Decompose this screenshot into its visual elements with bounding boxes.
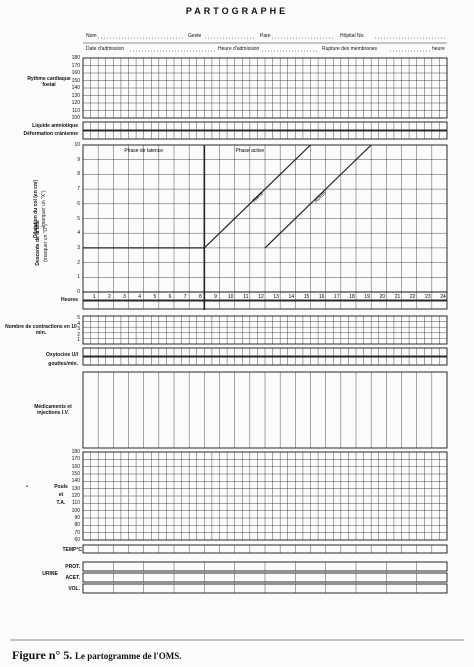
deformation-label: Déformation crânienne	[23, 131, 78, 137]
hour-number: 14	[288, 294, 295, 300]
field-heure: heure	[432, 46, 445, 52]
pouls-tick: 100	[71, 507, 80, 514]
field-rupture: Rupture des membranes	[322, 46, 378, 52]
hour-number: 13	[273, 294, 279, 300]
liquide-label: Liquide amniotique	[32, 123, 78, 129]
pouls-bullet: •	[26, 484, 28, 490]
hour-number: 10	[227, 294, 234, 300]
pouls-tick: 70	[74, 529, 80, 536]
hour-number: 1	[92, 294, 96, 300]
cervix-tick: 9	[77, 156, 80, 163]
hour-number: 22	[409, 294, 416, 300]
ta-label: T.A.	[56, 500, 66, 506]
contraction-tick: 5	[77, 315, 80, 321]
fetal-tick: 180	[71, 55, 80, 61]
field-pare: Pare	[260, 33, 271, 39]
hour-number: 17	[334, 294, 340, 300]
cervix-tick: 6	[77, 200, 80, 207]
hour-number: 7	[183, 294, 187, 300]
fetal-tick: 140	[71, 85, 80, 91]
cervix-tick: 1	[77, 274, 80, 281]
field-hopital: Hôpital No.	[340, 33, 365, 39]
pouls-tick: 140	[71, 478, 80, 485]
cervix-tick: 7	[77, 186, 80, 193]
contraction-tick: 2	[77, 331, 80, 338]
fetal-tick: 120	[71, 100, 80, 106]
pouls-tick: 90	[74, 515, 80, 521]
pouls-tick: 130	[71, 485, 80, 492]
fetal-tick: 170	[71, 62, 80, 69]
fetal-tick: 150	[71, 77, 80, 84]
latent-phase-label: Phase de latence	[124, 148, 163, 154]
figure-number: Figure n° 5.	[12, 648, 73, 662]
pouls-tick: 150	[71, 471, 80, 477]
dilatation-sub-label: (marquer un "X")	[41, 190, 47, 228]
field-nom: Nom	[86, 33, 97, 39]
heures-label: Heures	[61, 297, 78, 303]
pouls-tick: 60	[74, 537, 80, 543]
hour-number: 5	[153, 294, 157, 300]
contraction-tick: 4	[77, 320, 80, 327]
cervix-tick: 10	[74, 142, 80, 148]
hour-number: 9	[214, 294, 217, 300]
cervix-tick: 5	[77, 215, 80, 222]
figure-text: Le partogramme de l'OMS.	[75, 651, 182, 661]
fetal-tick: 160	[71, 70, 80, 76]
hour-number: 4	[138, 294, 142, 300]
pouls-tick: 180	[71, 449, 80, 455]
cervix-tick: 8	[77, 171, 80, 178]
contraction-tick: 1	[77, 337, 80, 344]
pouls-et-label: et	[58, 492, 64, 498]
fetal-tick: 100	[71, 115, 80, 121]
dilatation-label: Dilatation du col (en cm)	[33, 179, 39, 239]
descente-label: Descente de la tête	[35, 220, 41, 266]
urine-row-label: PROT.	[65, 564, 80, 570]
temp-label: TEMP°C	[62, 547, 82, 553]
cervix-tick: 4	[77, 230, 80, 237]
hour-number: 16	[318, 294, 325, 300]
contractions-label: Nombre de contractions en 10 min.	[5, 324, 77, 336]
fetal-heart-rate-label: Rythme cardiaque foetal	[27, 76, 71, 88]
hour-number: 19	[364, 294, 370, 300]
field-heure-admission: Heure d'admission	[218, 46, 260, 52]
field-geste: Geste	[188, 33, 202, 39]
hour-number: 8	[198, 294, 202, 300]
active-phase-label: Phase active	[235, 148, 265, 154]
hour-number: 11	[243, 294, 249, 300]
cervix-tick: 0	[77, 289, 80, 295]
oxytocine-label: Oxytocine U/l	[46, 352, 78, 358]
fetal-tick: 110	[72, 107, 80, 114]
hour-number: 6	[168, 294, 172, 300]
pouls-tick: 160	[71, 463, 80, 470]
cervix-tick: 2	[77, 259, 80, 266]
hour-number: 18	[349, 294, 355, 300]
hour-number: 24	[440, 294, 446, 300]
action-label: Action	[313, 190, 328, 205]
urine-label: URINE	[42, 571, 58, 577]
hour-number: 23	[425, 294, 431, 300]
pouls-tick: 170	[71, 456, 80, 463]
contraction-tick: 3	[77, 326, 80, 333]
pouls-tick: 120	[71, 493, 80, 499]
fetal-tick: 130	[71, 92, 80, 99]
medicaments-label: Médicaments et injections I.V.	[34, 404, 72, 416]
field-date-admission: Date d'admission	[86, 46, 125, 52]
pouls-tick: 80	[74, 522, 80, 529]
hour-number: 12	[258, 294, 264, 300]
hour-number: 15	[303, 294, 310, 300]
hour-number: 2	[107, 294, 111, 300]
hour-number: 3	[123, 294, 126, 300]
page-title: PARTOGRAPHE	[185, 6, 289, 16]
pouls-label: Pouls	[54, 484, 68, 490]
hour-number: 21	[394, 294, 401, 300]
pouls-tick: 110	[72, 500, 80, 507]
gouttes-label: gouttes/min.	[48, 361, 78, 367]
urine-row-label: VOL.	[68, 586, 80, 592]
alert-label: Alerte	[251, 190, 265, 204]
urine-row-label: ACET.	[65, 575, 80, 581]
descente-sub-label: (marquer un "O")	[43, 224, 49, 262]
hour-number: 20	[379, 294, 386, 300]
cervix-tick: 3	[77, 244, 80, 251]
